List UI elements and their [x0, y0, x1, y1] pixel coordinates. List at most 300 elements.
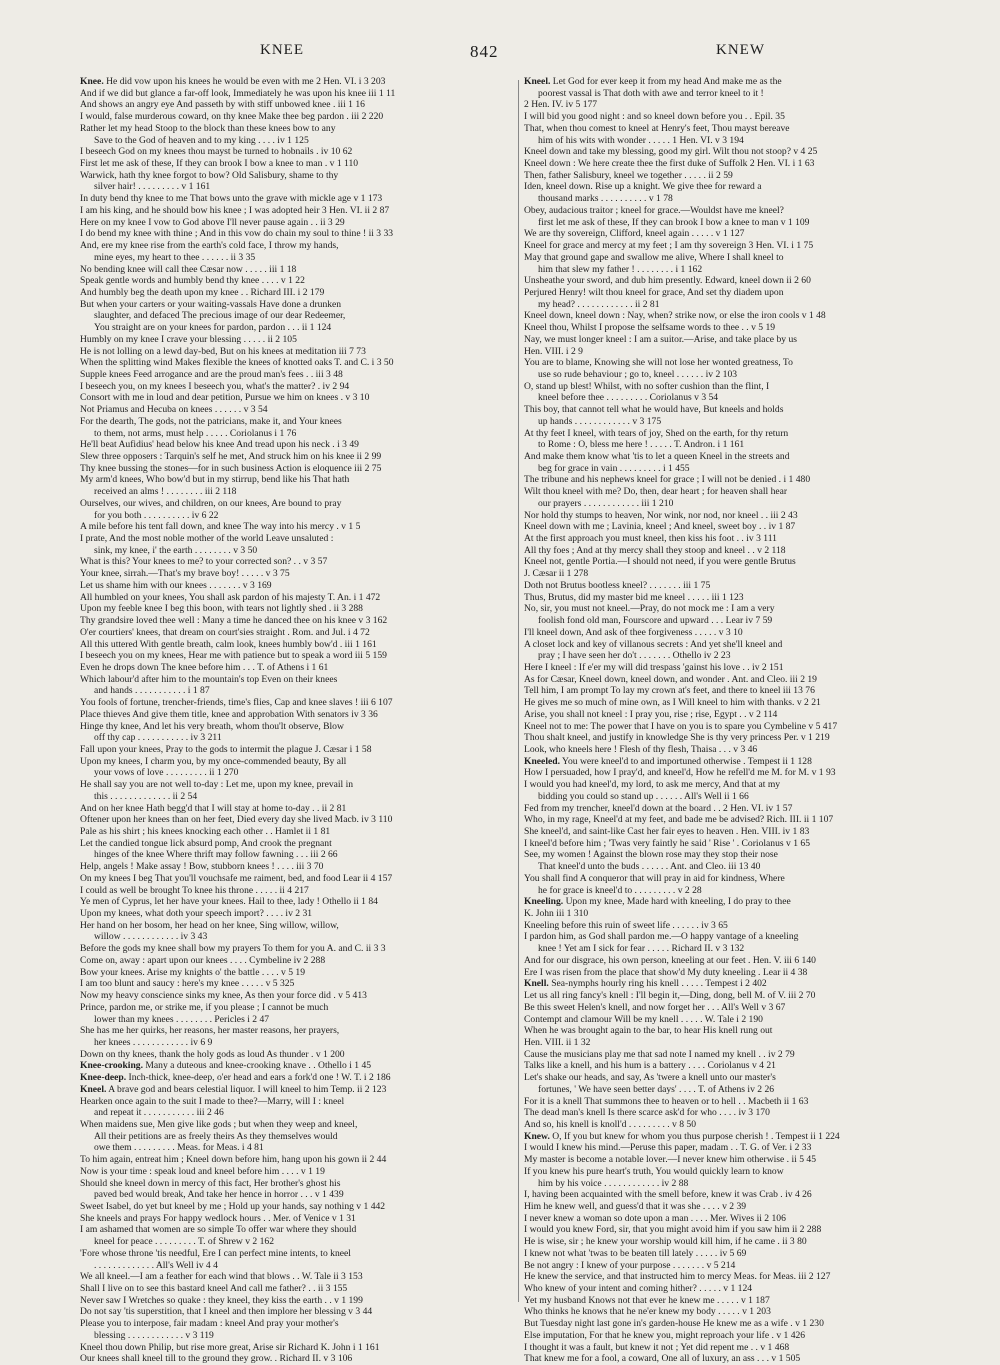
concordance-line	[80, 779, 512, 791]
headword: Kneel.	[80, 1083, 107, 1095]
quotation-text: Speak gentle words and humbly bend thy knee . . . . v 1 22	[80, 275, 305, 287]
quotation-text: Be this sweet Helen's knell, and now forget her . . . All's Well v 3 67	[524, 1001, 786, 1013]
quotation-text: Cause the musicians play me that sad note I named my knell . . iv 2 79	[524, 1048, 795, 1060]
quotation-text: I will bid you good night : and so kneel down before you . . Epil. 35	[524, 111, 785, 123]
concordance-line	[524, 439, 962, 451]
concordance-line	[80, 861, 512, 873]
quotation-text: Kneel thou, Whilst I propose the selfsame words to thee . . v 5 19	[524, 322, 776, 334]
quotation-text: I knew not what 'twas to be beaten till lately . . . . . iv 5 69	[524, 1247, 747, 1259]
concordance-line	[524, 1248, 962, 1260]
quotation-text: Ye men of Cyprus, let her have your knees. Hail to thee, lady ! Othello ii 1 84	[80, 896, 378, 908]
quotation-text: How I persuaded, how I pray'd, and kneel'd, How he refell'd me M. for M. v 1 93	[524, 767, 836, 779]
quotation-text: blessing . . . . . . . . . . . . v 3 119	[94, 1329, 214, 1341]
concordance-line	[80, 1096, 512, 1108]
concordance-line	[524, 369, 962, 381]
quotation-text: Kneel down and take my blessing, good my girl. Wilt thou not stoop? v 4 25	[524, 146, 818, 158]
concordance-line	[524, 732, 962, 744]
quotation-text: Oftener upon her knees than on her feet, Died every day she lived Macb. iv 3 110	[80, 814, 393, 826]
concordance-line	[80, 568, 512, 580]
concordance-line	[80, 756, 512, 768]
concordance-line	[80, 943, 512, 955]
concordance-line	[80, 1283, 512, 1295]
quotation-text: Hearken once again to the suit I made to thee?—Marry, will I : kneel	[80, 1095, 345, 1107]
running-head-right: KNEW	[716, 42, 765, 58]
quotation-text: Help, angels ! Make assay ! Bow, stubborn knees ! . . . . iii 3 70	[80, 861, 324, 873]
quotation-text: Talks like a knell, and his hum is a battery . . . . Coriolanus v 4 21	[524, 1060, 776, 1072]
quotation-text: Kneel thou down Philip, but rise more great, Arise sir Richard K. John i 1 161	[80, 1341, 380, 1353]
concordance-line	[524, 135, 962, 147]
quotation-text: Down on thy knees, thank the holy gods as loud As thunder . v 1 200	[80, 1048, 345, 1060]
quotation-text: When the splitting wind Makes flexible the knees of knotted oaks T. and C. i 3 50	[80, 357, 394, 369]
quotation-text: Which labour'd after him to the mountain's top Even on their knees	[80, 673, 338, 685]
concordance-line	[80, 650, 512, 662]
concordance-line	[80, 1236, 512, 1248]
quotation-text: our prayers . . . . . . . . . . . . iii 1 210	[538, 497, 674, 509]
headword: Knee-crooking.	[80, 1060, 143, 1072]
quotation-text: Do not say 'tis superstition, that I kneel and then implore her blessing v 3 44	[80, 1306, 373, 1318]
concordance-line	[524, 416, 962, 428]
concordance-line	[524, 685, 962, 697]
concordance-line	[524, 744, 962, 756]
concordance-line	[524, 1072, 962, 1084]
concordance-line	[524, 1236, 962, 1248]
concordance-line	[80, 1014, 512, 1026]
concordance-line	[80, 392, 512, 404]
concordance-line	[80, 1318, 512, 1330]
concordance-line	[80, 639, 512, 651]
quotation-text: K. John iii 1 310	[524, 908, 589, 920]
quotation-text: Look, who kneels here ! Flesh of thy flesh, Thaisa . . . v 3 46	[524, 743, 758, 755]
concordance-line	[80, 1353, 512, 1365]
quotation-text: I am ashamed that women are so simple To offer war where they should	[80, 1224, 357, 1236]
concordance-line	[524, 756, 962, 768]
concordance-line	[524, 310, 962, 322]
concordance-line	[80, 1295, 512, 1307]
quotation-text: Thou shalt kneel, and justify in knowledge She is thy very princess Per. v 1 219	[524, 732, 830, 744]
concordance-line	[80, 1330, 512, 1342]
quotation-text: You shall find A conqueror that will pray in aid for kindness, Where	[524, 872, 785, 884]
quotation-text: Here on my knee I vow to God above I'll never pause again . . ii 3 29	[80, 216, 345, 228]
quotation-text: My arm'd knees, Who bow'd but in my stirrup, bend like his That hath	[80, 474, 350, 486]
concordance-line	[524, 767, 962, 779]
concordance-line	[80, 1025, 512, 1037]
quotation-text: What is this? Your knees to me? to your corrected son? . . v 3 57	[80, 556, 328, 568]
quotation-text: Save to the God of heaven and to my king . . . . iv 1 125	[94, 134, 309, 146]
quotation-text: beg for grace in vain . . . . . . . . . i 1 455	[538, 462, 690, 474]
quotation-text: You are to blame, Knowing she will not lose her wonted greatness, To	[524, 357, 793, 369]
quotation-text: You fools of fortune, trencher-friends, time's flies, Cap and knee slaves ! iii 6 107	[80, 697, 393, 709]
concordance-line	[524, 170, 962, 182]
concordance-line	[524, 228, 962, 240]
concordance-line	[524, 873, 962, 885]
concordance-line	[80, 955, 512, 967]
concordance-line	[80, 1213, 512, 1225]
quotation-text: He is wise, sir ; he knew your worship would kill him, if he came . ii 3 80	[524, 1236, 807, 1248]
concordance-line	[524, 1025, 962, 1037]
quotation-text: Perjured Henry! wilt thou kneel for grace, And set thy diadem upon	[524, 286, 784, 298]
quotation-text: he for grace is kneel'd to . . . . . . . . . v 2 28	[538, 884, 702, 896]
quotation-text: Sea-nymphs hourly ring his knell . . . . . Tempest i 2 402	[548, 978, 767, 990]
quotation-text: Thy knee bussing the stones—for in such business Action is eloquence iii 2 75	[80, 462, 382, 474]
concordance-line	[524, 1213, 962, 1225]
concordance-line	[524, 861, 962, 873]
concordance-line	[80, 1037, 512, 1049]
quotation-text: He'll beat Aufidius' head below his knee And tread upon his neck . i 3 49	[80, 439, 359, 451]
concordance-line	[524, 814, 962, 826]
left-column	[80, 76, 512, 1365]
quotation-text: slaughter, and defaced The precious image of our dear Redeemer,	[94, 310, 346, 322]
quotation-text: And so, his knell is knoll'd . . . . . . . . . v 8 50	[524, 1118, 697, 1130]
concordance-line	[80, 510, 512, 522]
quotation-text: On my knees I beg That you'll vouchsafe me raiment, bed, and food Lear ii 4 157	[80, 872, 393, 884]
quotation-text: You were kneel'd to and importuned otherwise . Tempest ii 1 128	[559, 755, 812, 767]
concordance-line	[524, 158, 962, 170]
quotation-text: When maidens sue, Men give like gods ; but when they weep and kneel,	[80, 1118, 358, 1130]
concordance-line	[524, 181, 962, 193]
right-column	[524, 76, 962, 1365]
concordance-line	[80, 967, 512, 979]
quotation-text: We all kneel.—I am a feather for each wind that blows . . W. Tale ii 3 153	[80, 1271, 363, 1283]
concordance-line	[80, 1201, 512, 1213]
concordance-line	[80, 849, 512, 861]
concordance-line	[524, 486, 962, 498]
concordance-line	[524, 474, 962, 486]
concordance-line	[80, 545, 512, 557]
quotation-text: Fall upon your knees, Pray to the gods to intermit the plague J. Cæsar i 1 58	[80, 743, 372, 755]
quotation-text: That, when thou comest to kneel at Henry's feet, Thou mayst bereave	[524, 122, 790, 134]
quotation-text: A mile before his tent fall down, and knee The way into his mercy . v 1 5	[80, 521, 361, 533]
quotation-text: If you knew his pure heart's truth, You would quickly learn to know	[524, 1165, 784, 1177]
quotation-text: I do bend my knee with thine ; And in this vow do chain my soul to thine ! ii 3 33	[80, 228, 394, 240]
quotation-text: Prince, pardon me, or strike me, if you please ; I cannot be much	[80, 1001, 329, 1013]
quotation-text: The tribune and his nephews kneel for grace ; I will not be denied . i 1 480	[524, 474, 811, 486]
concordance-line	[524, 264, 962, 276]
concordance-line	[524, 662, 962, 674]
quotation-text: Let us all ring fancy's knell : I'll begin it,—Ding, dong, bell M. of V. iii 2 70	[524, 990, 816, 1002]
quotation-text: owe them . . . . . . . . . Meas. for Meas. i 4 81	[94, 1142, 264, 1154]
concordance-line	[524, 1201, 962, 1213]
concordance-line	[80, 1178, 512, 1190]
quotation-text: Yet my husband Knows not that ever he knew me . . . . . v 1 187	[524, 1294, 770, 1306]
concordance-line	[80, 252, 512, 264]
quotation-text: Supple knees Feed arrogance and are the proud man's fees . . iii 3 48	[80, 368, 343, 380]
concordance-line	[80, 275, 512, 287]
quotation-text: fortunes, ' We have seen better days' . . . . T. of Athens iv 2 26	[538, 1083, 775, 1095]
concordance-line	[80, 1002, 512, 1014]
quotation-text: And, ere my knee rise from the earth's cold face, I throw my hands,	[80, 240, 339, 252]
concordance-line	[524, 1283, 962, 1295]
quotation-text: Obey, audacious traitor ; kneel for grace.—Wouldst have me kneel?	[524, 204, 784, 216]
quotation-text: That knew me for a fool, a coward, One all of luxury, an ass . . . v 1 505	[524, 1353, 801, 1365]
quotation-text: Before the gods my knee shall bow my prayers To them for you A. and C. ii 3 3	[80, 943, 386, 955]
quotation-text: May that ground gape and swallow me alive, Where I shall kneel to	[524, 251, 784, 263]
concordance-line	[524, 721, 962, 733]
quotation-text: 'Fore whose throne 'tis needful, Ere I can perfect mine intents, to kneel	[80, 1247, 351, 1259]
quotation-text: Kneel down : We here create thee the first duke of Suffolk 2 Hen. VI. i 1 63	[524, 158, 815, 170]
concordance-line	[80, 158, 512, 170]
concordance-line	[524, 404, 962, 416]
concordance-line	[80, 814, 512, 826]
quotation-text: First let me ask of these, If they can brook I bow a knee to man . v 1 110	[80, 158, 359, 170]
concordance-line	[524, 568, 962, 580]
concordance-line	[80, 990, 512, 1002]
headword: Knee.	[80, 76, 104, 87]
quotation-text: The dead man's knell Is there scarce ask'd for who . . . . iv 3 170	[524, 1107, 770, 1119]
quotation-text: You straight are on your knees for pardon, pardon . . . ii 1 124	[94, 322, 332, 334]
concordance-line	[524, 580, 962, 592]
quotation-text: Kneeling before this ruin of sweet life . . . . . . iv 3 65	[524, 919, 728, 931]
concordance-line	[524, 697, 962, 709]
concordance-line	[524, 510, 962, 522]
concordance-line	[80, 146, 512, 158]
concordance-line	[80, 791, 512, 803]
concordance-line	[80, 1248, 512, 1260]
concordance-line	[524, 99, 962, 111]
quotation-text: Iden, kneel down. Rise up a knight. We give thee for reward a	[524, 181, 762, 193]
quotation-text: At the first approach you must kneel, then kiss his foot . . iv 3 111	[524, 533, 777, 545]
concordance-line	[80, 885, 512, 897]
quotation-text: him that slew my father ! . . . . . . . . i 1 162	[538, 263, 703, 275]
headword: Kneeling.	[524, 896, 564, 908]
concordance-line	[524, 1271, 962, 1283]
concordance-line	[80, 1271, 512, 1283]
concordance-line	[524, 931, 962, 943]
quotation-text: first let me ask of these, If they can brook I bow a knee to man v 1 109	[538, 216, 810, 228]
quotation-text: kneel for peace . . . . . . . . . T. of Shrew v 2 162	[94, 1236, 275, 1248]
concordance-line	[80, 135, 512, 147]
quotation-text: No, sir, you must not kneel.—Pray, do not mock me : I am a very	[524, 603, 775, 615]
quotation-text: I am his king, and he should bow his knee ; I was adopted heir 3 Hen. VI. ii 2 87	[80, 204, 390, 216]
concordance-line	[80, 1107, 512, 1119]
quotation-text: Her hand on her bosom, her head on her knee, Sing willow, willow,	[80, 919, 339, 931]
quotation-text: and repeat it . . . . . . . . . . . iii 2 46	[94, 1107, 224, 1119]
concordance-line	[80, 322, 512, 334]
quotation-text: She kneels and prays For happy wedlock hours . . Mer. of Venice v 1 31	[80, 1212, 356, 1224]
quotation-text: Your knee, sirrah.—That's my brave boy! . . . . . v 3 75	[80, 568, 290, 580]
quotation-text: He gives me so much of mine own, as I Will kneel to him with thanks. v 2 21	[524, 697, 821, 709]
quotation-text: Then, father Salisbury, kneel we together . . . . . ii 2 59	[524, 169, 733, 181]
quotation-text: My master is become a notable lover.—I never knew him otherwise . ii 5 45	[524, 1154, 817, 1166]
quotation-text: Fed from my trencher, kneel'd down at the board . . 2 Hen. VI. iv 1 57	[524, 802, 793, 814]
quotation-text: Nor hold thy stumps to heaven, Nor wink, nor nod, nor kneel . . iii 2 43	[524, 509, 798, 521]
concordance-line	[524, 627, 962, 639]
concordance-line	[80, 88, 512, 100]
headword: Kneeled.	[524, 755, 560, 767]
concordance-line	[80, 1084, 512, 1096]
concordance-line	[80, 838, 512, 850]
concordance-line	[524, 1154, 962, 1166]
concordance-line	[524, 146, 962, 158]
concordance-line	[80, 287, 512, 299]
concordance-line	[80, 674, 512, 686]
concordance-line	[80, 381, 512, 393]
quotation-text: She has me her quirks, her reasons, her master reasons, her prayers,	[80, 1025, 340, 1037]
concordance-line	[524, 803, 962, 815]
quotation-text: him of his wits with wonder . . . . . 1 Hen. VI. v 3 194	[538, 134, 744, 146]
quotation-text: I kneel'd before him ; 'Twas very faintly he said ' Rise ' . Coriolanus v 1 65	[524, 837, 810, 849]
quotation-text: Else imputation, For that he knew you, might reproach your life . v 1 426	[524, 1329, 806, 1341]
concordance-line	[524, 592, 962, 604]
concordance-line	[524, 1260, 962, 1272]
quotation-text: Upon my knees, what doth your speech import? . . . . iv 2 31	[80, 908, 313, 920]
concordance-line	[524, 1049, 962, 1061]
concordance-line	[524, 299, 962, 311]
concordance-line	[524, 322, 962, 334]
concordance-line	[524, 674, 962, 686]
quotation-text: But when your carters or your waiting-vassals Have done a drunken	[80, 298, 342, 310]
concordance-line	[524, 1060, 962, 1072]
quotation-text: When he was brought again to the bar, to hear His knell rung out	[524, 1025, 773, 1037]
concordance-line	[524, 521, 962, 533]
concordance-line	[80, 556, 512, 568]
quotation-text: Tell him, I am prompt To lay my crown at's feet, and there to kneel iii 13 76	[524, 685, 815, 697]
quotation-text: Here I kneel : If e'er my will did trespass 'gainst his love . . iv 2 151	[524, 661, 784, 673]
concordance-line	[524, 498, 962, 510]
concordance-line	[80, 264, 512, 276]
concordance-line	[80, 463, 512, 475]
concordance-line	[524, 1306, 962, 1318]
concordance-line	[80, 369, 512, 381]
concordance-line	[80, 240, 512, 252]
quotation-text: Thy grandsire loved thee well : Many a time he danced thee on his knee v 3 162	[80, 615, 388, 627]
quotation-text: All thy foes ; And at thy mercy shall they stoop and kneel . . v 2 118	[524, 544, 786, 556]
concordance-line	[80, 217, 512, 229]
quotation-text: Warwick, hath thy knee forgot to bow? Old Salisbury, shame to thy	[80, 169, 339, 181]
concordance-line	[80, 123, 512, 135]
quotation-text: Let us shame him with our knees . . . . . . . v 3 169	[80, 579, 272, 591]
quotation-text: Not Priamus and Hecuba on knees . . . . . . v 3 54	[80, 404, 268, 416]
concordance-line	[80, 1072, 512, 1084]
concordance-line	[80, 1119, 512, 1131]
quotation-text: Upon my feeble knee I beg this boon, with tears not lightly shed . ii 3 288	[80, 603, 363, 615]
quotation-text: Him he knew well, and guess'd that it was she . . . . v 2 39	[524, 1201, 747, 1212]
concordance-line	[524, 1318, 962, 1330]
concordance-line	[524, 826, 962, 838]
concordance-line	[80, 1189, 512, 1201]
concordance-line	[80, 439, 512, 451]
quotation-text: knee ! Yet am I sick for fear . . . . . Richard II. v 3 132	[538, 943, 745, 955]
quotation-text: him by his voice . . . . . . . . . . . . iv 2 88	[538, 1177, 689, 1189]
concordance-line	[524, 1107, 962, 1119]
concordance-line	[80, 978, 512, 990]
concordance-line	[524, 967, 962, 979]
concordance-line	[524, 920, 962, 932]
concordance-line	[524, 556, 962, 568]
quotation-text: Arise, you shall not kneel : I pray you, rise ; rise, Egypt . . v 2 114	[524, 708, 778, 720]
concordance-line	[80, 451, 512, 463]
quotation-text: to them, not arms, must help . . . . . Coriolanus i 1 76	[94, 427, 297, 439]
concordance-line	[80, 76, 512, 88]
quotation-text: Now is your time : speak loud and kneel before him . . . . v 1 19	[80, 1165, 325, 1177]
quotation-text: Be not angry : I knew of your purpose . . . . . . . v 5 214	[524, 1259, 736, 1271]
concordance-line	[80, 1166, 512, 1178]
quotation-text: Upon my knee, Made hard with kneeling, I do pray to thee	[563, 896, 791, 908]
quotation-text: And shows an angry eye And passeth by with stiff unbowed knee . iii 1 16	[80, 99, 365, 111]
quotation-text: And on her knee Hath begg'd that I will stay at home to-day . . ii 2 81	[80, 802, 347, 814]
concordance-line	[524, 252, 962, 264]
quotation-text: to Rome : O, bless me here ! . . . . . T. Andron. i 1 161	[538, 439, 745, 451]
quotation-text: this . . . . . . . . . . . . . ii 2 54	[94, 790, 198, 802]
quotation-text: received an alms ! . . . . . . . . iii 2 118	[94, 486, 237, 498]
concordance-line	[80, 721, 512, 733]
concordance-line	[524, 943, 962, 955]
quotation-text: hinges of the knee Where thrift may follow fawning . . . iii 2 66	[94, 849, 338, 861]
quotation-text: kneel before thee . . . . . . . . . Coriolanus v 3 54	[538, 392, 719, 404]
quotation-text: But Tuesday night last gone in's garden-house He knew me as a wife . v 1 230	[524, 1318, 824, 1330]
quotation-text: sink, my knee, i' the earth . . . . . . . . v 3 50	[94, 544, 258, 556]
quotation-text: Never saw I Wretches so quake : they kneel, they kiss the earth . . v 1 199	[80, 1294, 363, 1306]
quotation-text: foolish fond old man, Fourscore and upward . . . Lear iv 7 59	[538, 615, 773, 627]
quotation-text: I pardon him, as God shall pardon me.—O happy vantage of a kneeling	[524, 931, 799, 943]
concordance-line	[80, 580, 512, 592]
concordance-line	[524, 1189, 962, 1201]
concordance-line	[524, 334, 962, 346]
quotation-text: Kneel down with me ; Lavinia, kneel ; And kneel, sweet boy . . iv 1 87	[524, 521, 796, 533]
concordance-line	[80, 334, 512, 346]
concordance-line	[80, 1306, 512, 1318]
concordance-line	[80, 486, 512, 498]
concordance-line	[80, 1154, 512, 1166]
concordance-line	[524, 615, 962, 627]
concordance-line	[80, 826, 512, 838]
concordance-line	[80, 908, 512, 920]
quotation-text: A closet lock and key of villanous secrets : And yet she'll kneel and	[524, 638, 783, 650]
concordance-line	[524, 451, 962, 463]
quotation-text: J. Cæsar ii 1 278	[524, 568, 589, 580]
concordance-line	[80, 498, 512, 510]
quotation-text: pray ; I have seen her do't . . . . . . . Othello iv 2 23	[538, 650, 731, 662]
quotation-text: To him again, entreat him ; Kneel down before him, hang upon his gown ii 2 44	[80, 1154, 387, 1166]
quotation-text: Unsheathe your sword, and dub him presently. Edward, kneel down ii 2 60	[524, 275, 811, 287]
concordance-line	[80, 1049, 512, 1061]
concordance-line	[80, 228, 512, 240]
headword: Kneel.	[524, 76, 551, 87]
quotation-text: Inch-thick, knee-deep, o'er head and ears a fork'd one ! W. T. i 2 186	[126, 1072, 391, 1084]
quotation-text: Come on, away : apart upon our knees . . . . Cymbeline iv 2 288	[80, 954, 326, 966]
quotation-text: Kneel down, kneel down : Nay, when? strike now, or else the iron cools v 1 48	[524, 310, 826, 322]
concordance-line	[524, 779, 962, 791]
concordance-line	[524, 545, 962, 557]
quotation-text: Upon my knees, I charm you, by my once-commended beauty, By all	[80, 755, 347, 767]
quotation-text: Who knew of your intent and coming hither? . . . . . v 1 124	[524, 1283, 753, 1295]
concordance-line	[80, 474, 512, 486]
quotation-text: lower than my knees . . . . . . . . Pericles i 2 47	[94, 1013, 270, 1025]
quotation-text: I would, false murderous coward, on thy knee Make thee beg pardon . iii 2 220	[80, 111, 384, 123]
concordance-line	[524, 1014, 962, 1026]
concordance-line	[80, 873, 512, 885]
quotation-text: Consort with me in loud and dear petition, Pursue we him on knees . v 3 10	[80, 392, 370, 404]
quotation-text: Hen. VIII. i 2 9	[524, 345, 583, 357]
concordance-line	[80, 920, 512, 932]
quotation-text: I prate, And the most noble mother of the world Leave unsaluted :	[80, 533, 334, 545]
quotation-text: He is not lolling on a lewd day-bed, But on his knees at meditation iii 7 73	[80, 345, 366, 357]
concordance-line	[80, 662, 512, 674]
concordance-line	[524, 463, 962, 475]
concordance-line	[80, 521, 512, 533]
concordance-line	[524, 381, 962, 393]
concordance-line	[80, 111, 512, 123]
quotation-text: Should she kneel down in mercy of this fact, Her brother's ghost his	[80, 1177, 341, 1189]
quotation-text: No bending knee will call thee Cæsar now . . . . . iii 1 18	[80, 263, 297, 275]
concordance-line	[80, 592, 512, 604]
running-head-left: KNEE	[260, 42, 304, 58]
concordance-line	[80, 310, 512, 322]
concordance-line	[80, 193, 512, 205]
quotation-text: Kneel not, gentle Portia.—I should not need, if you were gentle Brutus	[524, 556, 796, 568]
quotation-text: Nay, we must longer kneel : I am a suitor.—Arise, and take place by us	[524, 333, 797, 345]
concordance-line	[524, 392, 962, 404]
quotation-text: poorest vassal is That doth with awe and terror kneel to it !	[538, 87, 764, 99]
